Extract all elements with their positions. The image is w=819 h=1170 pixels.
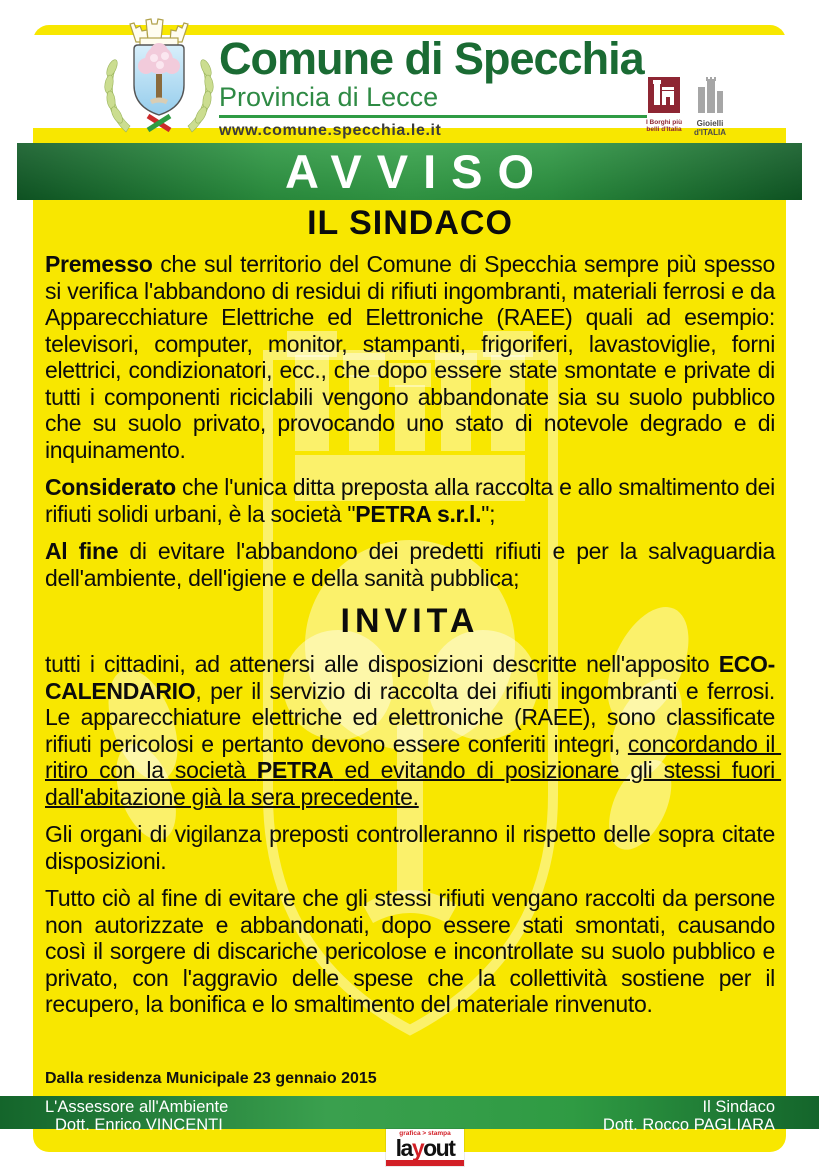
assessore-name: Dott. Enrico VINCENTI (55, 1115, 223, 1134)
provincia-subtitle: Provincia di Lecce (219, 81, 439, 112)
avviso-title: AVVISO (284, 145, 550, 198)
print-red-bar (386, 1160, 464, 1166)
header-rule (219, 115, 647, 118)
notice-paragraph: Tutto ciò al fine di evitare che gli stessi rifiuti vengano raccolti da persone non autorizzate e abbandonati, dopo essere stati smontati, causando così il sorgere di discariche pericolose e incontrollate su suolo pubblico e privato, con l'aggravio delle spese che la collettività sostiene per il recupero, la bonifica e lo smaltimento del materiale rinvenuto. (45, 885, 782, 1017)
date-line: Dalla residenza Municipale 23 gennaio 2015 (45, 1070, 377, 1087)
notice-paragraph: Premesso che sul territorio del Comune di Specchia sempre più spesso si verifica l'abbandono di residui di rifiuti ingombranti, materiali ferrosi e da Apparecchiature Elettriche ed Elettroniche (RAEE) quali ad esempio: televisori, computer, monitor, stampanti, frigoriferi, lavastoviglie, forni elettrici, condizionatori, ecc., che dopo essere state smontate e private di tutti i componenti riciclabili vengono abbandonate sia su suolo pubblico che su suolo privato, provocando uno stato di notevole degrado e di inquinamento. (45, 251, 782, 463)
page-title: Comune di Specchia (219, 33, 644, 84)
borghi-logo (645, 77, 683, 134)
print-wordmark: layout (395, 1134, 455, 1161)
website-url: www.comune.specchia.le.it (219, 121, 442, 139)
header-band (0, 33, 819, 139)
gioielli-logo (688, 77, 732, 137)
sindaco-signature (603, 1099, 775, 1134)
gioielli-caption: Gioielli d'ITALIA (694, 119, 726, 138)
print-shop-logo (386, 1129, 464, 1166)
sindaco-title: Il Sindaco (702, 1098, 775, 1116)
municipal-crest-icon (100, 12, 218, 140)
borghi-icon (648, 77, 680, 113)
invita-heading: INVITA (340, 602, 480, 640)
notice-paragraph: Gli organi di vigilanza preposti controlleranno il rispetto delle sopra citate disposizioni. (45, 821, 782, 874)
borghi-caption: I Borghi più belli d'Italia (645, 119, 683, 134)
assessore-title: L'Assessore all'Ambiente (45, 1098, 229, 1116)
print-top-caption: grafica > stampa (399, 1130, 451, 1137)
assessore-signature (45, 1099, 228, 1134)
notice-paragraph: Al fine di evitare l'abbandono dei predetti rifiuti e per la salvaguardia dell'ambiente, dell'igiene e della sanità pubblica; (45, 538, 782, 591)
notice-body (45, 204, 782, 1070)
sindaco-name: Dott. Rocco PAGLIARA (602, 1115, 775, 1134)
notice-paragraph: Considerato che l'unica ditta preposta alla raccolta e allo smaltimento dei rifiuti solidi urbani, è la società "PETRA s.r.l."; (45, 474, 782, 527)
gioielli-icon (695, 77, 725, 113)
avviso-banner (17, 143, 802, 200)
sindaco-heading: IL SINDACO (307, 204, 513, 242)
notice-paragraph: tutti i cittadini, ad attenersi alle disposizioni descritte nell'apposito ECO-CALENDARIO, per il servizio di raccolta dei rifiuti ingombranti e ferrosi. Le apparecchiature elettriche ed elettroniche (RAEE), sono classificate rifiuti pericolosi e pertanto devono essere conferiti integri, concordando il ritiro con la società PETRA ed evitando di posizionare gli stessi fuori dall'abitazione già la sera precedente. (45, 651, 782, 810)
